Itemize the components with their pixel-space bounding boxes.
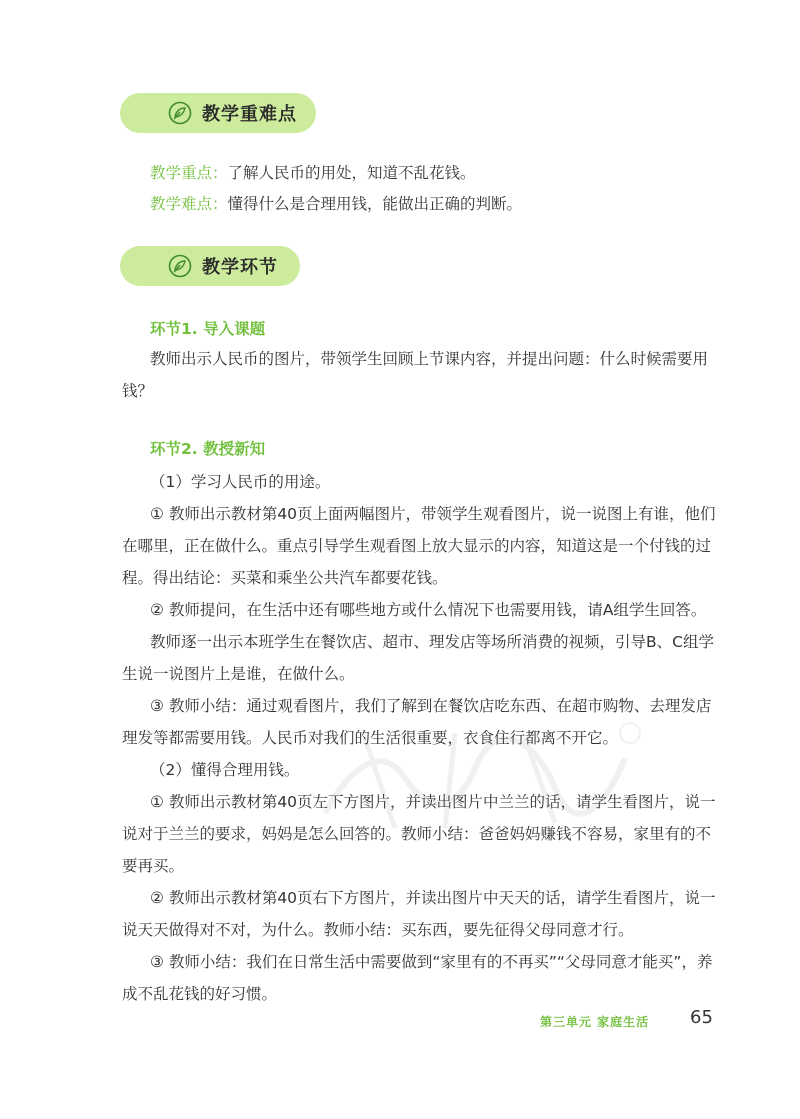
step2-paragraph: ② 教师提问，在生活中还有哪些地方或什么情况下也需要用钱，请A组学生回答。 (150, 601, 707, 619)
section-title: 教学环节 (202, 257, 278, 278)
step2-paragraph: ③ 教师小结：通过观看图片，我们了解到在餐饮店吃东西、在超市购物、去理发店理发等都需要用钱。人民币对我们的生活很重要，衣食住行都离不开它。 (122, 697, 712, 747)
key-point-label: 教学重点： (150, 164, 228, 182)
publisher-watermark (305, 718, 645, 838)
step2-title: 环节2. 教授新知 (150, 440, 266, 458)
step1-title: 环节1. 导入课题 (150, 320, 266, 338)
leaf-icon (168, 101, 192, 125)
key-point-text: 了解人民币的用处，知道不乱花钱。 (227, 164, 476, 182)
section-header-key-points (120, 93, 316, 133)
step2-paragraph: （2）懂得合理用钱。 (150, 761, 300, 779)
step2-paragraph: ② 教师出示教材第40页右下方图片，并读出图片中天天的话，请学生看图片，说一说天天做得对不对，为什么。教师小结：买东西，要先征得父母同意才行。 (122, 889, 716, 939)
page-number: 65 (690, 1007, 713, 1028)
step2-paragraph: （1）学习人民币的用途。 (150, 473, 331, 491)
unit-label: 第三单元 家庭生活 (540, 1015, 650, 1029)
difficulty-text: 懂得什么是合理用钱，能做出正确的判断。 (227, 195, 523, 213)
teaching-key-point (150, 163, 476, 183)
section-title: 教学重难点 (202, 104, 297, 125)
step1-text: 教师出示人民币的图片，带领学生回顾上节课内容，并提出问题：什么时候需要用钱？ (122, 350, 709, 400)
teaching-difficulty (150, 194, 522, 214)
step2-paragraph: ① 教师出示教材第40页左下方图片，并读出图片中兰兰的话，请学生看图片，说一说对于兰兰的要求，妈妈是怎么回答的。教师小结：爸爸妈妈赚钱不容易，家里有的不要再买。 (122, 793, 716, 875)
step2-paragraph: ③ 教师小结：我们在日常生活中需要做到“家里有的不再买”“父母同意才能买”，养成不乱花钱的好习惯。 (122, 953, 713, 1003)
difficulty-label: 教学难点： (150, 195, 228, 213)
section-header-teaching-steps (120, 246, 300, 286)
leaf-icon (168, 254, 192, 278)
step2-paragraph: 教师逐一出示本班学生在餐饮店、超市、理发店等场所消费的视频，引导B、C组学生说一说图片上是谁，在做什么。 (122, 633, 714, 683)
step2-paragraph: ① 教师出示教材第40页上面两幅图片，带领学生观看图片，说一说图上有谁，他们在哪里，正在做什么。重点引导学生观看图上放大显示的内容，知道这是一个付钱的过程。得出结论：买菜和乘坐公共汽车都要花钱。 (122, 505, 716, 587)
